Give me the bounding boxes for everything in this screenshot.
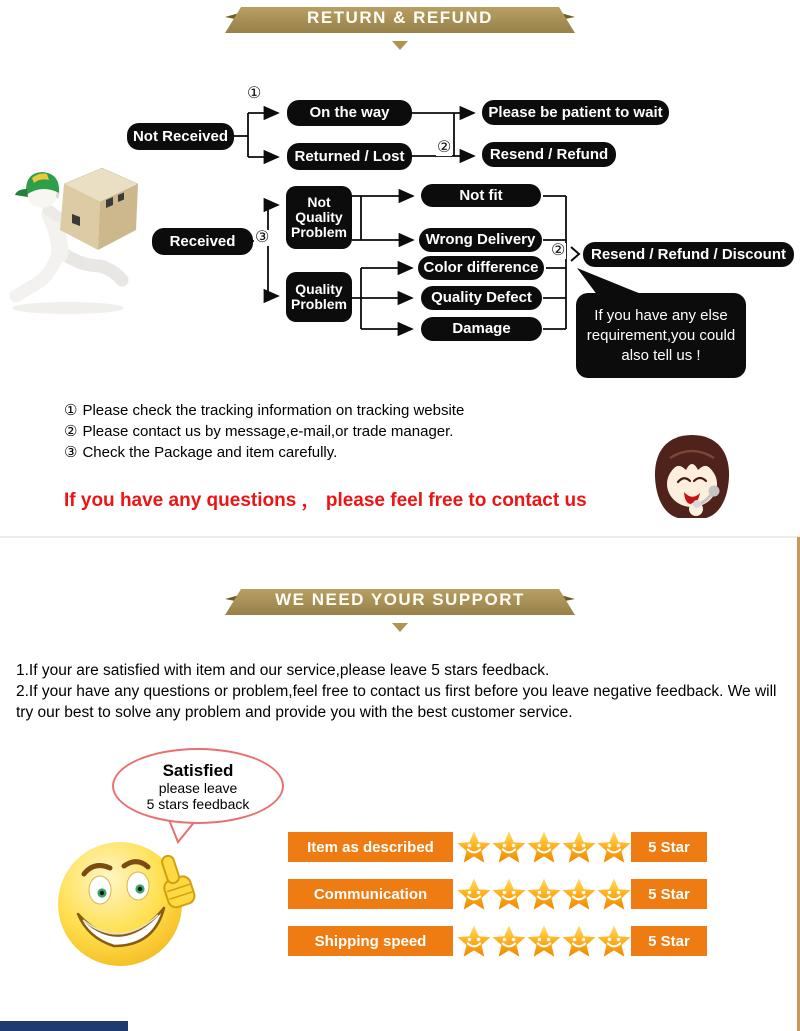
flow-result-quality-defect: Quality Defect	[421, 286, 542, 310]
nqp-line: Not	[307, 194, 331, 211]
star-icon	[562, 877, 596, 911]
bubble-line: also tell us !	[621, 346, 701, 364]
nqp-line: Quality	[295, 209, 343, 226]
note-3	[64, 442, 464, 463]
note-1-text: Please check the tracking information on tracking website	[82, 402, 465, 419]
note-1	[64, 400, 464, 421]
star-icon	[527, 830, 561, 864]
flow-returned-lost: Returned / Lost	[287, 143, 412, 170]
star-icon	[492, 924, 526, 958]
flow-speech-bubble	[576, 293, 746, 378]
qp-line: Problem	[290, 296, 347, 312]
rating-badge-row-2: 5 Star	[631, 879, 707, 909]
flow-result-not-fit: Not fit	[421, 184, 541, 207]
rating-label-shipping-speed: Shipping speed	[288, 926, 453, 956]
star-icon	[457, 877, 491, 911]
support-line-1: 1.If your are satisfied with item and our service,please leave 5 stars feedback.	[16, 662, 550, 679]
flow-on-the-way: On the way	[287, 100, 412, 126]
rating-label-communication: Communication	[288, 879, 453, 909]
support-line-2: 2.If your have any questions or problem,feel free to contact us first before you leave negative feedback. We will try our best to solve any problem and provide you with the best customer service.	[16, 683, 777, 721]
star-icon	[527, 877, 561, 911]
step-3-badge: ③	[255, 229, 270, 246]
support-banner	[225, 586, 575, 618]
rating-badge-row-1: 5 Star	[631, 832, 707, 862]
section-divider	[0, 536, 800, 538]
down-arrow-icon	[392, 41, 408, 50]
flow-resend-refund: Resend / Refund	[482, 142, 616, 167]
notes-list	[64, 400, 464, 463]
note-2-text: Please contact us by message,e-mail,or trade manager.	[82, 423, 454, 440]
star-icon	[492, 830, 526, 864]
star-icon	[492, 877, 526, 911]
star-icon	[457, 924, 491, 958]
rating-stars-row-3	[457, 924, 631, 958]
note-2-num: ②	[64, 423, 78, 440]
nqp-line: Problem	[290, 223, 347, 240]
step-2-badge: ②	[437, 139, 452, 156]
customer-service-girl-icon	[648, 431, 736, 525]
star-icon	[527, 924, 561, 958]
rating-stars-row-2	[457, 877, 631, 911]
star-icon	[597, 924, 631, 958]
star-icon	[562, 924, 596, 958]
note-3-num: ③	[64, 444, 78, 461]
smiley-thumbs-up-icon	[50, 834, 210, 969]
flow-result-damage: Damage	[421, 317, 542, 341]
contact-us-line: If you have any questions ， please feel free to contact us	[64, 490, 587, 511]
note-2	[64, 421, 464, 442]
note-1-num: ①	[64, 402, 78, 419]
star-icon	[562, 830, 596, 864]
satisfied-bubble	[112, 748, 284, 824]
star-icon	[457, 830, 491, 864]
next-section-partial-banner	[0, 1021, 128, 1031]
support-text	[16, 660, 786, 723]
note-3-text: Check the Package and item carefully.	[82, 444, 338, 461]
star-icon	[597, 877, 631, 911]
flow-received: Received	[152, 228, 253, 255]
flow-be-patient: Please be patient to wait	[482, 100, 669, 125]
rating-stars-row-1	[457, 830, 631, 864]
return-refund-banner-title: RETURN & REFUND	[307, 8, 493, 27]
flow-not-received: Not Received	[127, 123, 234, 150]
flow-resend-refund-discount: Resend / Refund / Discount	[583, 242, 794, 267]
rating-badge-row-3: 5 Star	[631, 926, 707, 956]
flow-not-quality-problem	[286, 186, 352, 249]
star-icon	[597, 830, 631, 864]
return-refund-banner	[225, 4, 575, 36]
flow-result-color-difference: Color difference	[418, 256, 544, 280]
rating-label-item-as-described: Item as described	[288, 832, 453, 862]
flow-quality-problem	[286, 272, 352, 322]
bubble-line: If you have any else	[594, 306, 728, 324]
down-arrow-icon	[392, 623, 408, 632]
satisfied-line-1: please leave	[158, 779, 238, 796]
step-1-badge: ①	[247, 85, 262, 102]
flow-result-wrong-delivery: Wrong Delivery	[419, 228, 542, 252]
support-banner-title: WE NEED YOUR SUPPORT	[275, 590, 525, 609]
bubble-line: requirement,you could	[586, 326, 736, 344]
qp-line: Quality	[295, 281, 343, 298]
satisfied-title: Satisfied	[162, 760, 234, 780]
step-2-badge: ②	[551, 242, 566, 259]
delivery-man-illustration	[2, 158, 152, 316]
satisfied-line-2: 5 stars feedback	[146, 795, 250, 812]
